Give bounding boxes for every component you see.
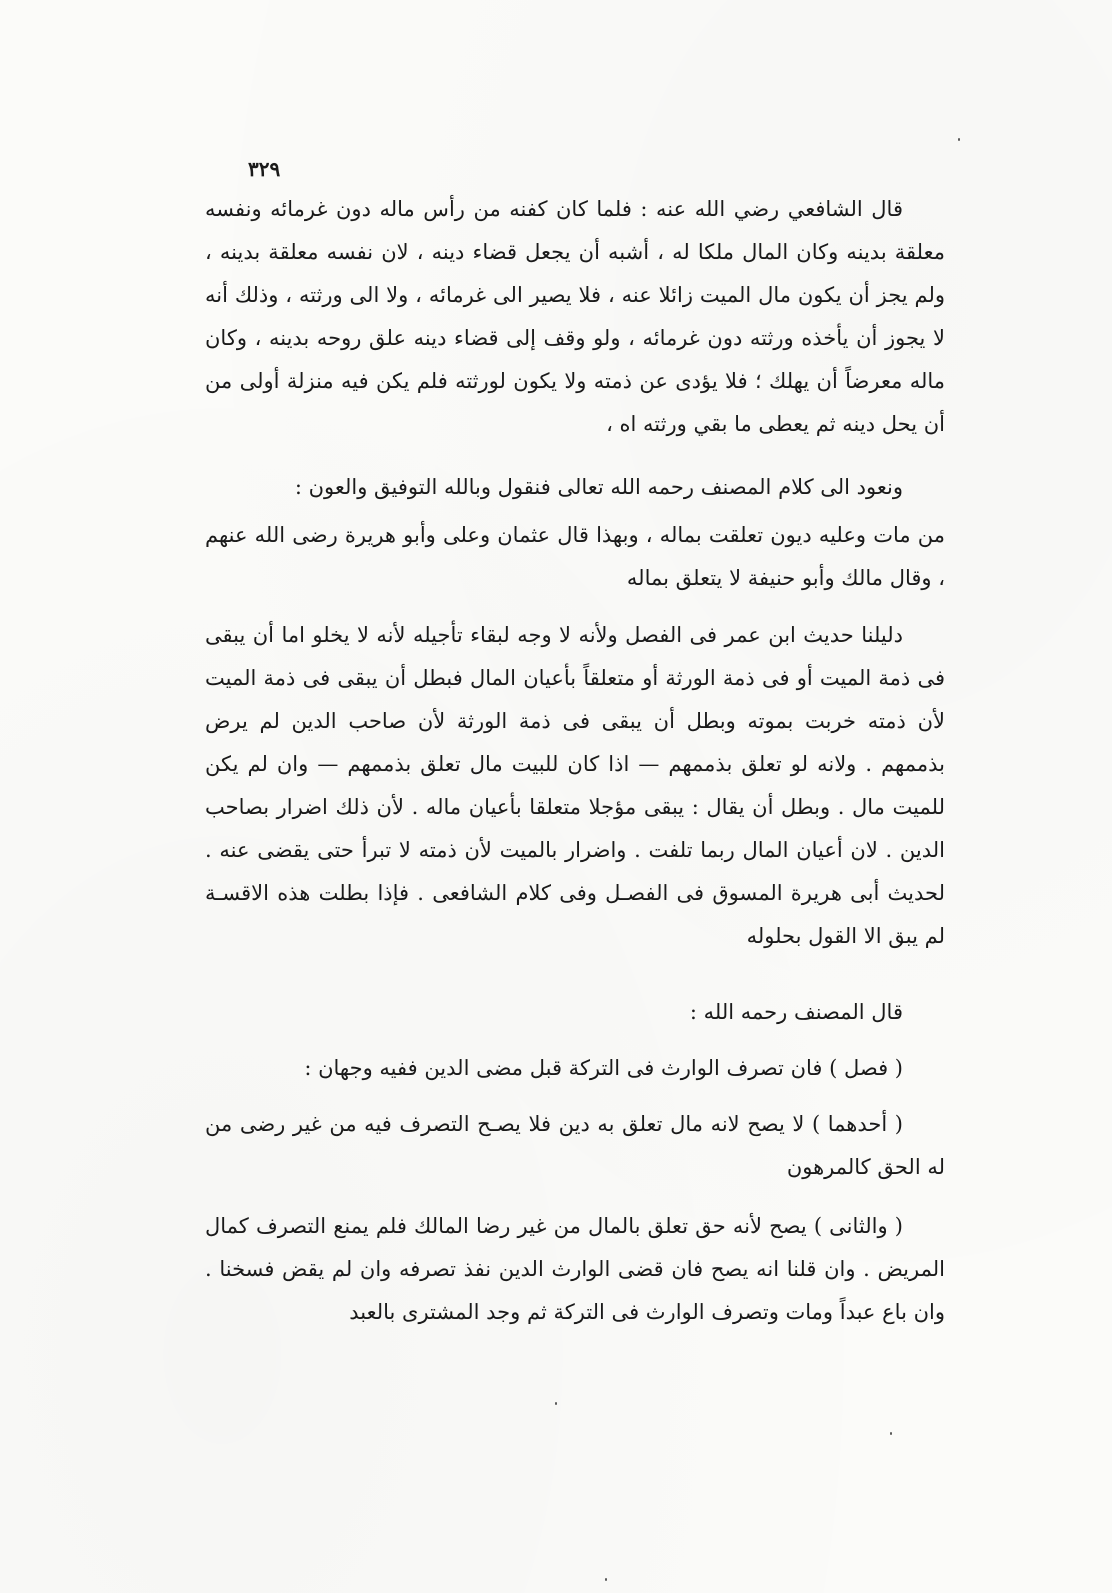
paragraph-evidence	[205, 614, 945, 958]
paragraph-section-heading	[205, 1047, 945, 1090]
scan-speck	[605, 1578, 607, 1581]
paragraph-text: ونعود الى كلام المصنف رحمه الله تعالى فنقول وبالله التوفيق والعون :	[294, 475, 903, 499]
paragraph-text: ( أحدهما ) لا يصح لانه مال تعلق به دين فلا يصـح التصرف فيه من غير رضى من له الحق كالمرهون	[205, 1112, 945, 1179]
paragraph-shafii-quote	[205, 188, 945, 446]
paragraph-second-view	[205, 1205, 945, 1334]
paragraph-debts-ruling	[205, 514, 945, 600]
paragraph-text: ( والثانى ) يصح لأنه حق تعلق بالمال من غير رضا المالك فلم يمنع التصرف كمال المريض . وان قلنا انه يصح فان قضى الوارث الدين نفذ تصرفه وان لم يقض فسخنا . وان باع عبداً ومات وتصرف الوارث فى التركة ثم وجد المشترى بالعبد	[205, 1214, 945, 1324]
paragraph-author-said	[205, 991, 945, 1034]
scan-speck	[958, 138, 960, 141]
paragraph-text: دليلنا حديث ابن عمر فى الفصل ولأنه لا وجه لبقاء تأجيله لأنه لا يخلو اما أن يبقى فى ذمة الميت أو فى ذمة الورثة أو متعلقاً بأعيان المال فبطل أن يبقى فى ذمة الميت لأن ذمته خربت بموته وبطل أن يبقى فى ذمة الورثة لأن صاحب الدين لم يرض بذممهم . ولانه لو تعلق بذممهم — اذا كان للبيت مال تعلق بذممهم — وان لم يكن للميت مال . وبطل أن يقال : يبقى مؤجلا متعلقا بأعيان ماله . لأن ذلك اضرار بصاحب الدين . لان أعيان المال ربما تلفت . واضرار بالميت لأن ذمته لا تبرأ حتى يقضى عنه . لحديث أبى هريرة المسوق فى الفصـل وفى كلام الشافعى . فإذا بطلت هذه الاقسـة لم يبق الا القول بحلوله	[205, 623, 945, 948]
paragraph-text: ( فصل ) فان تصرف الوارث فى التركة قبل مضى الدين ففيه وجهان :	[304, 1056, 903, 1080]
scan-speck	[890, 1432, 892, 1435]
paragraph-text: من مات وعليه ديون تعلقت بماله ، وبهذا قال عثمان وعلى وأبو هريرة رضى الله عنهم ، وقال مالك وأبو حنيفة لا يتعلق بماله	[205, 523, 945, 590]
paragraph-text: قال الشافعي رضي الله عنه : فلما كان كفنه من رأس ماله دون غرمائه ونفسه معلقة بدينه وكان المال ملكا له ، أشبه أن يجعل قضاء دينه ، لان نفسه معلقة بدينه ، ولم يجز أن يكون مال الميت زائلا عنه ، فلا يصير الى غرمائه ، ولا الى ورثته ، وذلك أنه لا يجوز أن يأخذه ورثته دون غرمائه ، ولو وقف إلى قضاء دينه علق روحه بدينه ، وكان ماله معرضاً أن يهلك ؛ فلا يؤدى عن ذمته ولا يكون لورثته فلم يكن فيه منزلة أولى من أن يحل دينه ثم يعطى ما بقي ورثته اه ،	[205, 197, 945, 436]
paragraph-text: قال المصنف رحمه الله :	[689, 1000, 903, 1024]
page-number: ٣٢٩	[248, 157, 281, 181]
scan-speck	[555, 1402, 557, 1405]
paragraph-first-view	[205, 1103, 945, 1189]
paragraph-return-to-author	[205, 466, 945, 509]
